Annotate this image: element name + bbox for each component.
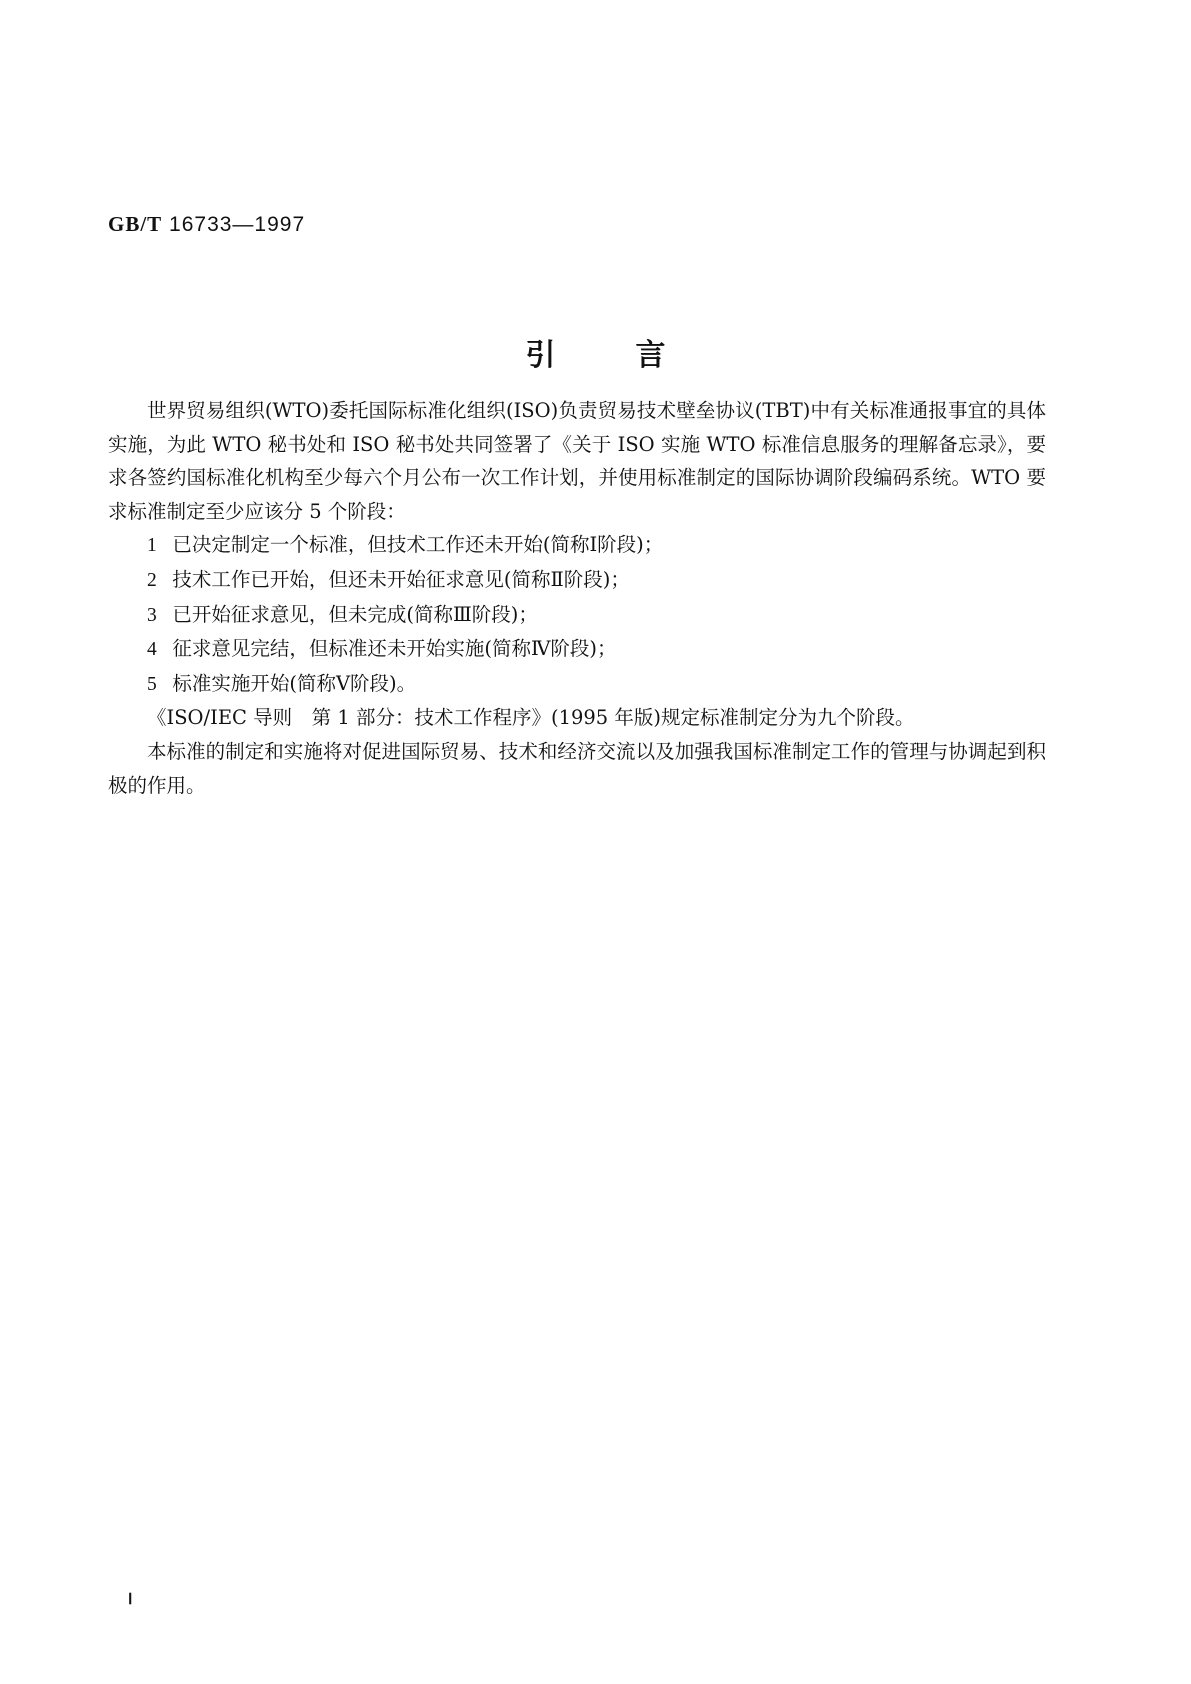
stage-number: 2 [147, 569, 157, 591]
body-text [108, 394, 1046, 802]
stage-item [108, 563, 1046, 598]
section-title: 引言 [525, 338, 746, 373]
standard-code-number: 16733—1997 [169, 213, 306, 236]
stage-item [108, 528, 1046, 563]
page-number: Ⅰ [128, 1592, 133, 1608]
stage-item [108, 667, 1046, 702]
stage-item [108, 632, 1046, 667]
standard-code-prefix: GB/T [108, 212, 163, 236]
guide-reference-paragraph: 《ISO/IEC 导则 第 1 部分：技术工作程序》(1995 年版)规定标准制定分为九个阶段。 [147, 706, 915, 730]
purpose-paragraph: 本标准的制定和实施将对促进国际贸易、技术和经济交流以及加强我国标准制定工作的管理与协调起到积极的作用。 [108, 739, 1046, 797]
stage-text: 已决定制定一个标准，但技术工作还未开始(简称Ⅰ阶段)； [172, 533, 664, 557]
stage-text: 征求意见完结，但标准还未开始实施(简称Ⅳ阶段)； [172, 637, 617, 661]
stage-text: 标准实施开始(简称Ⅴ阶段)。 [172, 671, 417, 695]
stage-number: 5 [147, 673, 157, 695]
stage-number: 4 [147, 639, 157, 661]
stage-text: 已开始征求意见，但未完成(简称Ⅲ阶段)； [172, 602, 538, 626]
standard-code [108, 212, 305, 237]
stage-text: 技术工作已开始，但还未开始征求意见(简称Ⅱ阶段)； [172, 567, 630, 591]
stage-number: 3 [147, 604, 157, 626]
intro-paragraph: 世界贸易组织(WTO)委托国际标准化组织(ISO)负责贸易技术壁垒协议(TBT)中有关标准通报事宜的具体实施，为此 WTO 秘书处和 ISO 秘书处共同签署了《关于 ISO 实施 WTO 标准信息服务的理解备忘录》，要求各签约国标准化机构至少每六个月公布一次工作计划，并使用标准制定的国际协调阶段编码系统。WTO 要求标准制定至少应该分 5 个阶段： [108, 399, 1046, 523]
stage-item [108, 598, 1046, 633]
stage-number: 1 [147, 535, 157, 557]
